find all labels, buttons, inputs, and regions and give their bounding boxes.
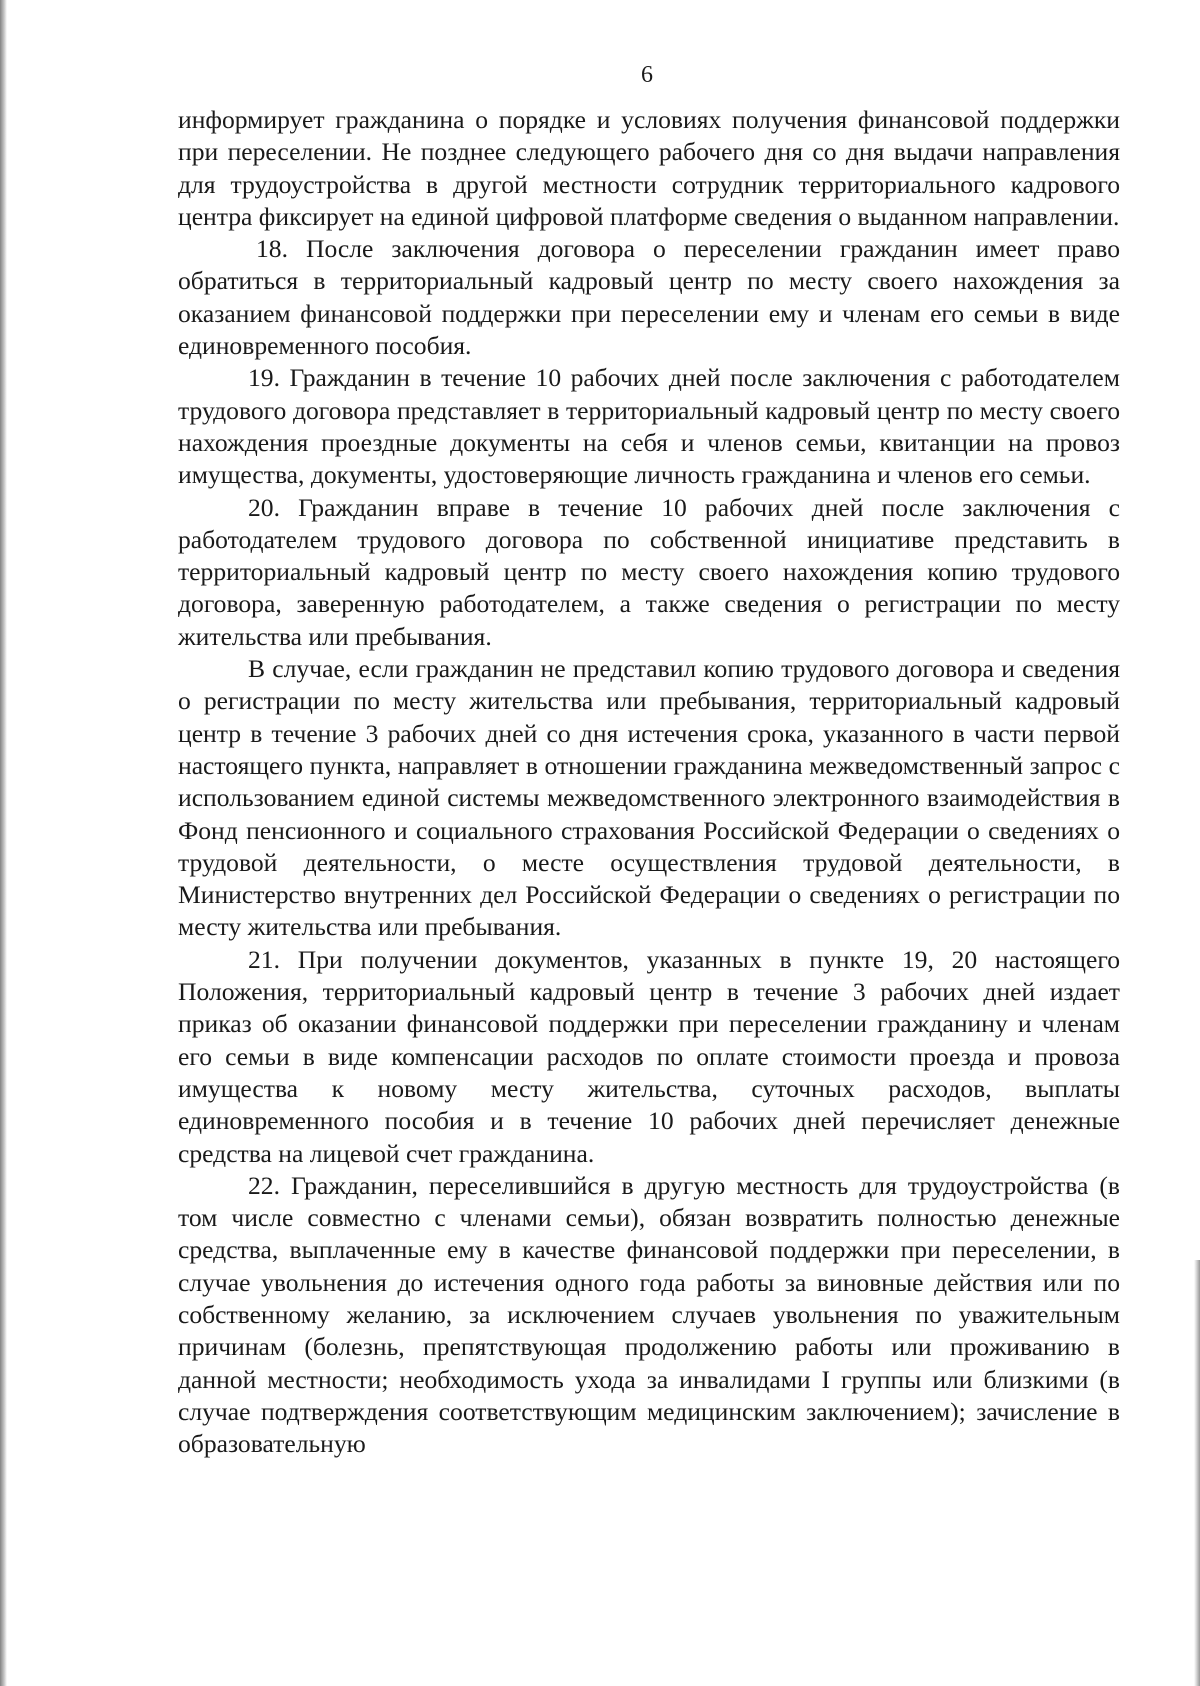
scan-edge-left bbox=[0, 0, 7, 1686]
document-body bbox=[178, 104, 1120, 1460]
page-number: 6 bbox=[641, 62, 653, 88]
scan-edge-right bbox=[1194, 1260, 1200, 1686]
paragraph-18: 18. После заключения договора о переселении гражданин имеет право обратиться в территориальный кадровый центр по месту своего нахождения за оказанием финансовой поддержки при переселении ему и членам его семьи в виде единовременного пособия. bbox=[178, 234, 1120, 361]
paragraph-20-part-2: В случае, если гражданин не представил копию трудового договора и сведения о регистрации по месту жительства или пребывания, территориальный кадровый центр в течение 3 рабочих дней со дня истечения срока, указанного в части первой настоящего пункта, направляет в отношении гражданина межведомственный запрос с использованием единой системы межведомственного электронного взаимодействия в Фонд пенсионного и социального страхования Российской Федерации о сведениях о трудовой деятельности, о месте осуществления трудовой деятельности, в Министерство внутренних дел Российской Федерации о сведениях о регистрации по месту жительства или пребывания. bbox=[178, 654, 1120, 942]
paragraph-21: 21. При получении документов, указанных в пункте 19, 20 настоящего Положения, территориальный кадровый центр в течение 3 рабочих дней издает приказ об оказании финансовой поддержки при переселении гражданину и членам его семьи в виде компенсации расходов по оплате стоимости проезда и провоза имущества к новому месту жительства, суточных расходов, выплаты единовременного пособия и в течение 10 рабочих дней перечисляет денежные средства на лицевой счет гражданина. bbox=[178, 944, 1120, 1168]
paragraph-22: 22. Гражданин, переселившийся в другую местность для трудоустройства (в том числе совместно с членами семьи), обязан возвратить полностью денежные средства, выплаченные ему в качестве финансовой поддержки при переселении, в случае увольнения до истечения одного года работы за виновные действия или по собственному желанию, за исключением случаев увольнения по уважительным причинам (болезнь, препятствующая продолжению работы или проживанию в данной местности; необходимость ухода за инвалидами I группы или близкими (в случае подтверждения соответствующим медицинским заключением); зачисление в образовательную bbox=[178, 1170, 1120, 1459]
paragraph-continuation: информирует гражданина о порядке и условиях получения финансовой поддержки при переселении. Не позднее следующего рабочего дня со дня выдачи направления для трудоустройства в другой местности сотрудник территориального кадрового центра фиксирует на единой цифровой платформе сведения о выданном направлении. bbox=[178, 105, 1120, 231]
paragraph-20: 20. Гражданин вправе в течение 10 рабочих дней после заключения с работодателем трудового договора по собственной инициативе представить в территориальный кадровый центр по месту своего нахождения копию трудового договора, заверенную работодателем, а также сведения о регистрации по месту жительства или пребывания. bbox=[178, 492, 1120, 651]
paragraph-19: 19. Гражданин в течение 10 рабочих дней после заключения с работодателем трудового договора представляет в территориальный кадровый центр по месту своего нахождения проездные документы на себя и членов семьи, квитанции на провоз имущества, документы, удостоверяющие личность гражданина и членов его семьи. bbox=[178, 363, 1120, 490]
